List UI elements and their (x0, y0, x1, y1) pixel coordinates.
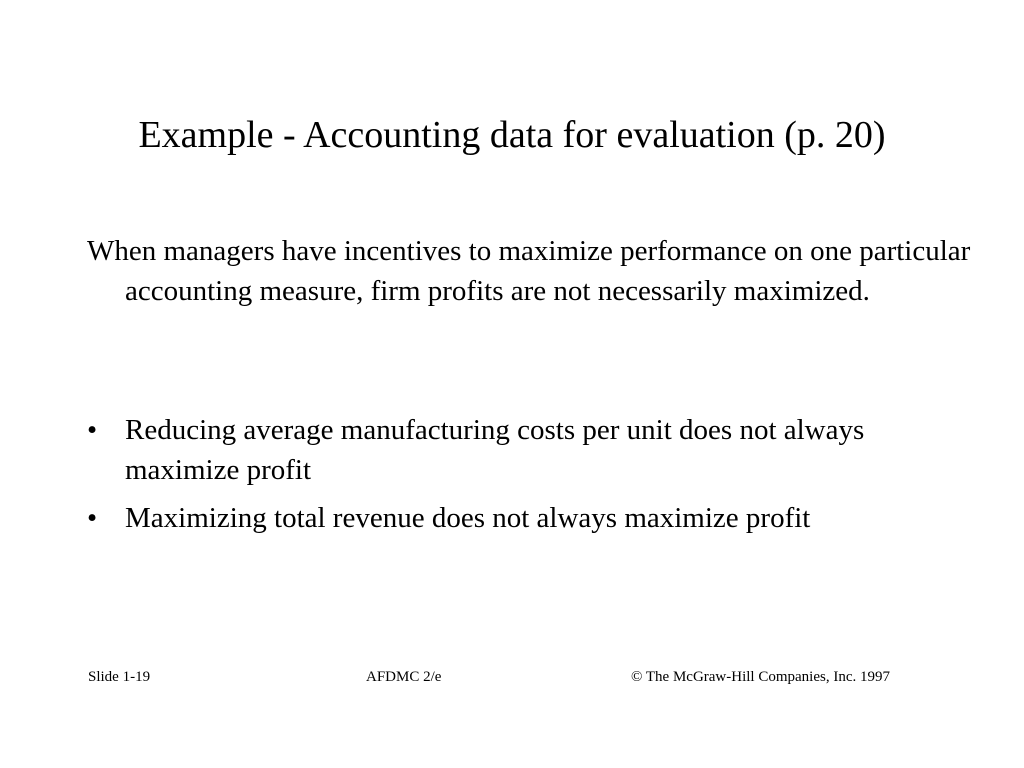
bullet-icon: • (87, 414, 98, 446)
footer-copyright: © The McGraw-Hill Companies, Inc. 1997 (631, 669, 890, 685)
bullet-text: Maximizing total revenue does not always maximize profit (125, 502, 811, 534)
footer-course: AFDMC 2/e (366, 669, 442, 685)
bullet-item (87, 498, 957, 538)
slide-title: Example - Accounting data for evaluation (p. 20) (138, 114, 886, 156)
footer-slide-number: Slide 1-19 (88, 669, 151, 685)
bullet-icon: • (87, 502, 98, 534)
intro-paragraph: When managers have incentives to maximize performance on one particular accounting measure, firm profits are not necessarily maximized. (87, 235, 971, 307)
bullet-text: Reducing average manufacturing costs per unit does not always maximize profit (125, 414, 865, 486)
bullet-item (87, 410, 957, 490)
bullet-list (87, 410, 957, 546)
